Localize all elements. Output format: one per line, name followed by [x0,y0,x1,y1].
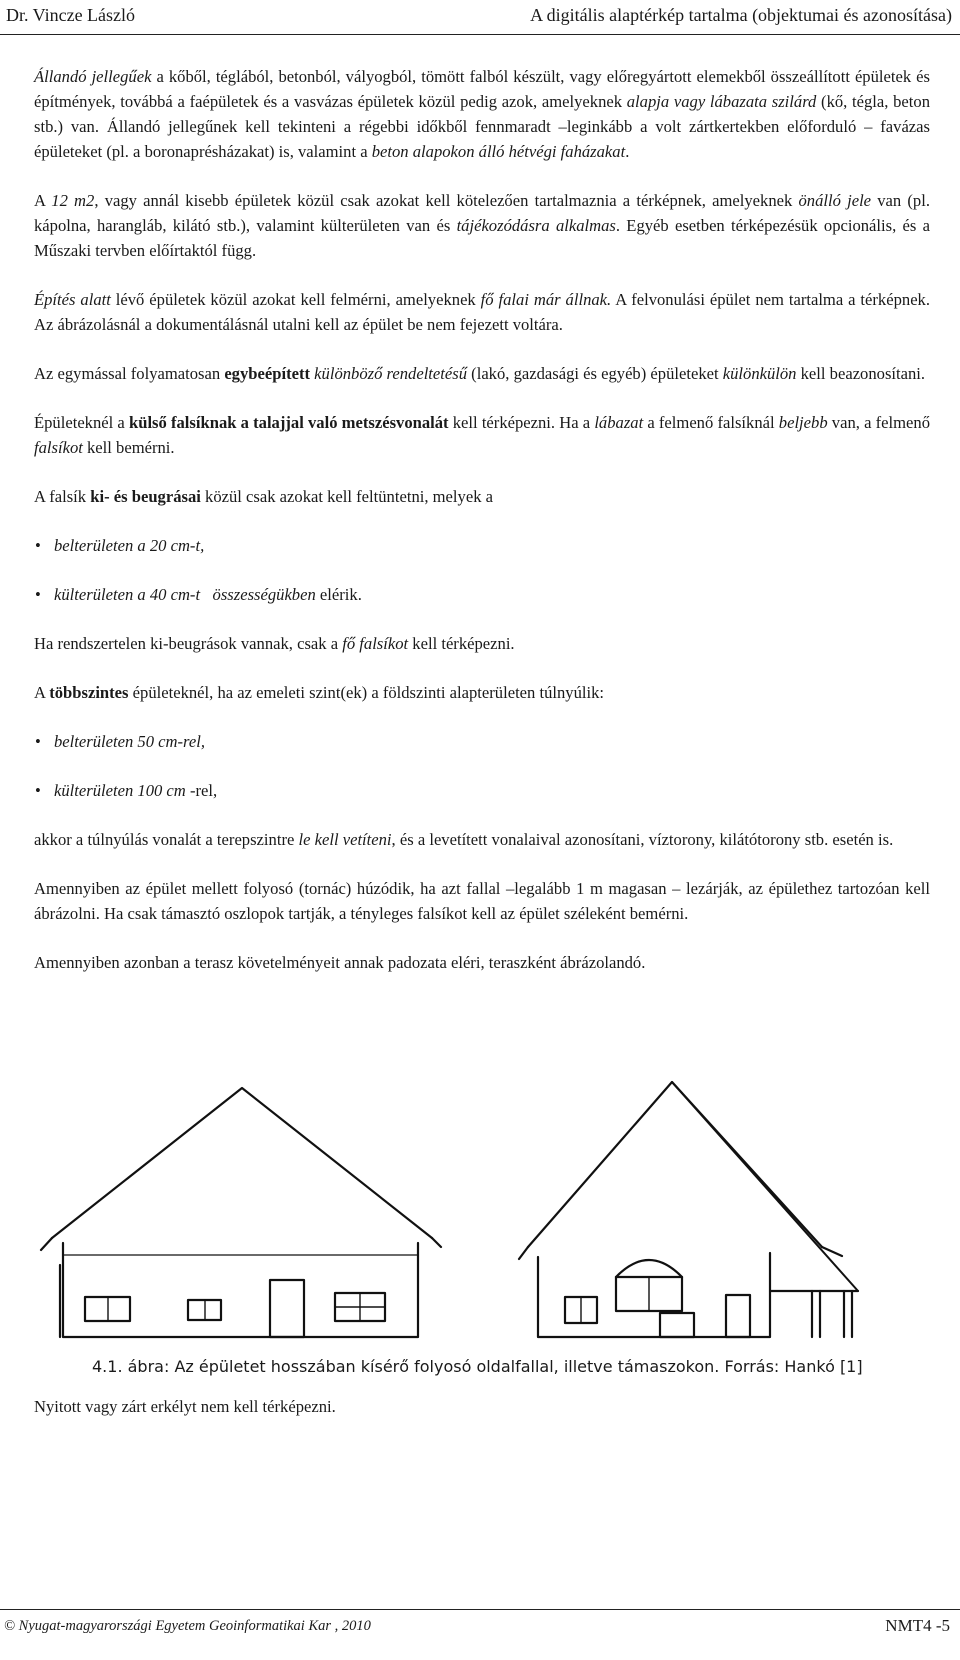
header-author: Dr. Vincze László [6,5,136,25]
text-span: a kőből, téglából, betonból, vályogból, tömött falból készült, vagy előregyártott elemekből összeállított épületek és építmények, továbbá a faépületek és a vasvázas épületek közül pedig azok, amelyeknek [34,67,930,111]
text-span: le kell vetíteni [298,830,392,849]
text-span: a felmenő falsíknál [643,413,779,432]
paragraph-allando [34,64,930,164]
house-drawings [0,1075,960,1345]
text-span: többszintes [49,683,129,702]
text-span: Az egymással folyamatosan [34,364,225,383]
text-span: , és a levetített vonalaival azonosítani, víztorony, kilátótorony stb. esetén is. [391,830,894,849]
page-footer [0,1609,960,1650]
text-span: . Egyéb esetben térképezésük opcionális, és a Műszaki tervben előírtaktól függ. [34,216,930,260]
text-span: fő falai már állnak. [480,290,612,309]
text-span: Épületeknél a [34,413,129,432]
paragraph-tornac: Amennyiben az épület mellett folyosó (tornác) húzódik, ha azt fallal –legalább 1 m magasan – lezárják, az épülethez tartozóan kell ábrázolni. Ha csak támasztó oszlopok tartják, a tényleges falsíkot kell az épület széleként bemérni. [34,879,930,923]
header-title: A digitális alaptérkép tartalma (objektumai és azonosítása) [530,5,952,25]
text-span: . [625,142,630,161]
figure-houses [0,1075,960,1345]
text-span: kell térképezni. Ha a [448,413,595,432]
text-span: beton alapokon álló hétvégi faházakat [371,142,626,161]
paragraph-12m2 [34,188,930,263]
list-item [54,582,930,607]
text-span: kell beazonosítani. [796,364,926,383]
text-span: van (pl. kápolna, harangláb, kilátó stb.), valamint külterületen van és [34,191,930,235]
text-span: fő falsíkot [342,634,409,653]
paragraph-tobbszintes [34,680,930,705]
list-item [54,778,930,803]
text-span: épületeknél, ha az emeleti szint(ek) a földszinti alapterületen túlnyúlik: [128,683,605,702]
list-item [54,533,930,558]
text-span: lévő épületek közül azokat kell felmérni, amelyeknek [110,290,481,309]
text-span: elérik. [315,585,362,604]
text-span: kell térképezni. [408,634,515,653]
text-span: A [34,683,50,702]
footer-copyright: © Nyugat-magyarországi Egyetem Geoinformatikai Kar , 2010 [4,1618,371,1634]
text-span: Ha rendszertelen ki-beugrások vannak, csak a [34,634,343,653]
house-drawing-column-porch [519,1082,858,1337]
text-span: ki- és beugrásai [90,487,201,506]
text-span: közül csak azokat kell feltüntetni, melyek a [200,487,493,506]
list-item [54,729,930,754]
paragraph-epites-alatt [34,287,930,337]
page-number: NMT4 -5 [885,1616,950,1635]
text-span: egybeépített [224,364,311,383]
text-span: van, a felmenő [827,413,930,432]
house-drawing-walled-porch [41,1088,441,1337]
text-span: A [34,191,52,210]
text-span: akkor a túlnyúlás vonalát a terepszintre [34,830,299,849]
text-span: A falsík [34,487,91,506]
text-span: (lakó, gazdasági és egyéb) épületeket [467,364,723,383]
text-span: lábazat [594,413,644,432]
text-span: belterületen a 20 cm-t, [54,536,205,555]
text-span: A felvonulási épület nem tartalma a térképnek. Az ábrázolásnál a dokumentálásnál utalni kell az épület be nem fejezett voltára. [34,290,931,334]
text-span: különböző rendeltetésű [314,364,468,383]
list-beugrasok [34,533,930,607]
text-span: , vagy annál kisebb épületek közül csak azokat kell kötelezően tartalmaznia a térképnek, amelyeknek [94,191,799,210]
figure-caption: 4.1. ábra: Az épületet hosszában kísérő folyosó oldalfallal, illetve támaszokon. Forrás: Hankó [1] [92,1357,863,1376]
text-span: Állandó jellegűek [34,67,152,86]
paragraph-rendszertelen [34,631,930,656]
text-span: (kő, tégla, beton stb.) van. Állandó jellegűnek kell tekinteni a régebbi időkből fennmaradt –leginkább a volt zártkertekben előforduló – favázas épületeket (pl. a boronaprésházakat) is, valamint a [34,92,930,161]
text-span: beljebb [778,413,828,432]
page-header [0,0,960,35]
paragraph-egybeepitett [34,361,930,386]
text-span: különkülön [722,364,797,383]
text-span: külterületen 100 cm [54,781,186,800]
text-span: tájékozódásra alkalmas [456,216,616,235]
text-span: összességükben [212,585,316,604]
text-span: belterületen 50 cm-rel, [54,732,205,751]
text-span: 12 m2 [51,191,95,210]
text-span: alapja vagy lábazata szilárd [626,92,817,111]
paragraph-ki-beugrasok [34,484,930,509]
paragraph-terasz: Amennyiben azonban a terasz követelményeit annak padozata eléri, teraszként ábrázolandó. [34,953,646,972]
list-tulnyulas [34,729,930,803]
text-span: Építés alatt [34,290,111,309]
paragraph-levetites [34,827,930,852]
text-span: kell bemérni. [82,438,175,457]
text-span: önálló jele [798,191,872,210]
paragraph-erkely: Nyitott vagy zárt erkélyt nem kell térképezni. [34,1397,336,1416]
text-span: -rel, [185,781,218,800]
main-content [34,64,930,999]
paragraph-kulso-falsik [34,410,930,460]
text-span: külső falsíknak a talajjal való metszésvonalát [128,413,449,432]
text-span: falsíkot [34,438,83,457]
text-span: külterületen a 40 cm-t [54,585,201,604]
